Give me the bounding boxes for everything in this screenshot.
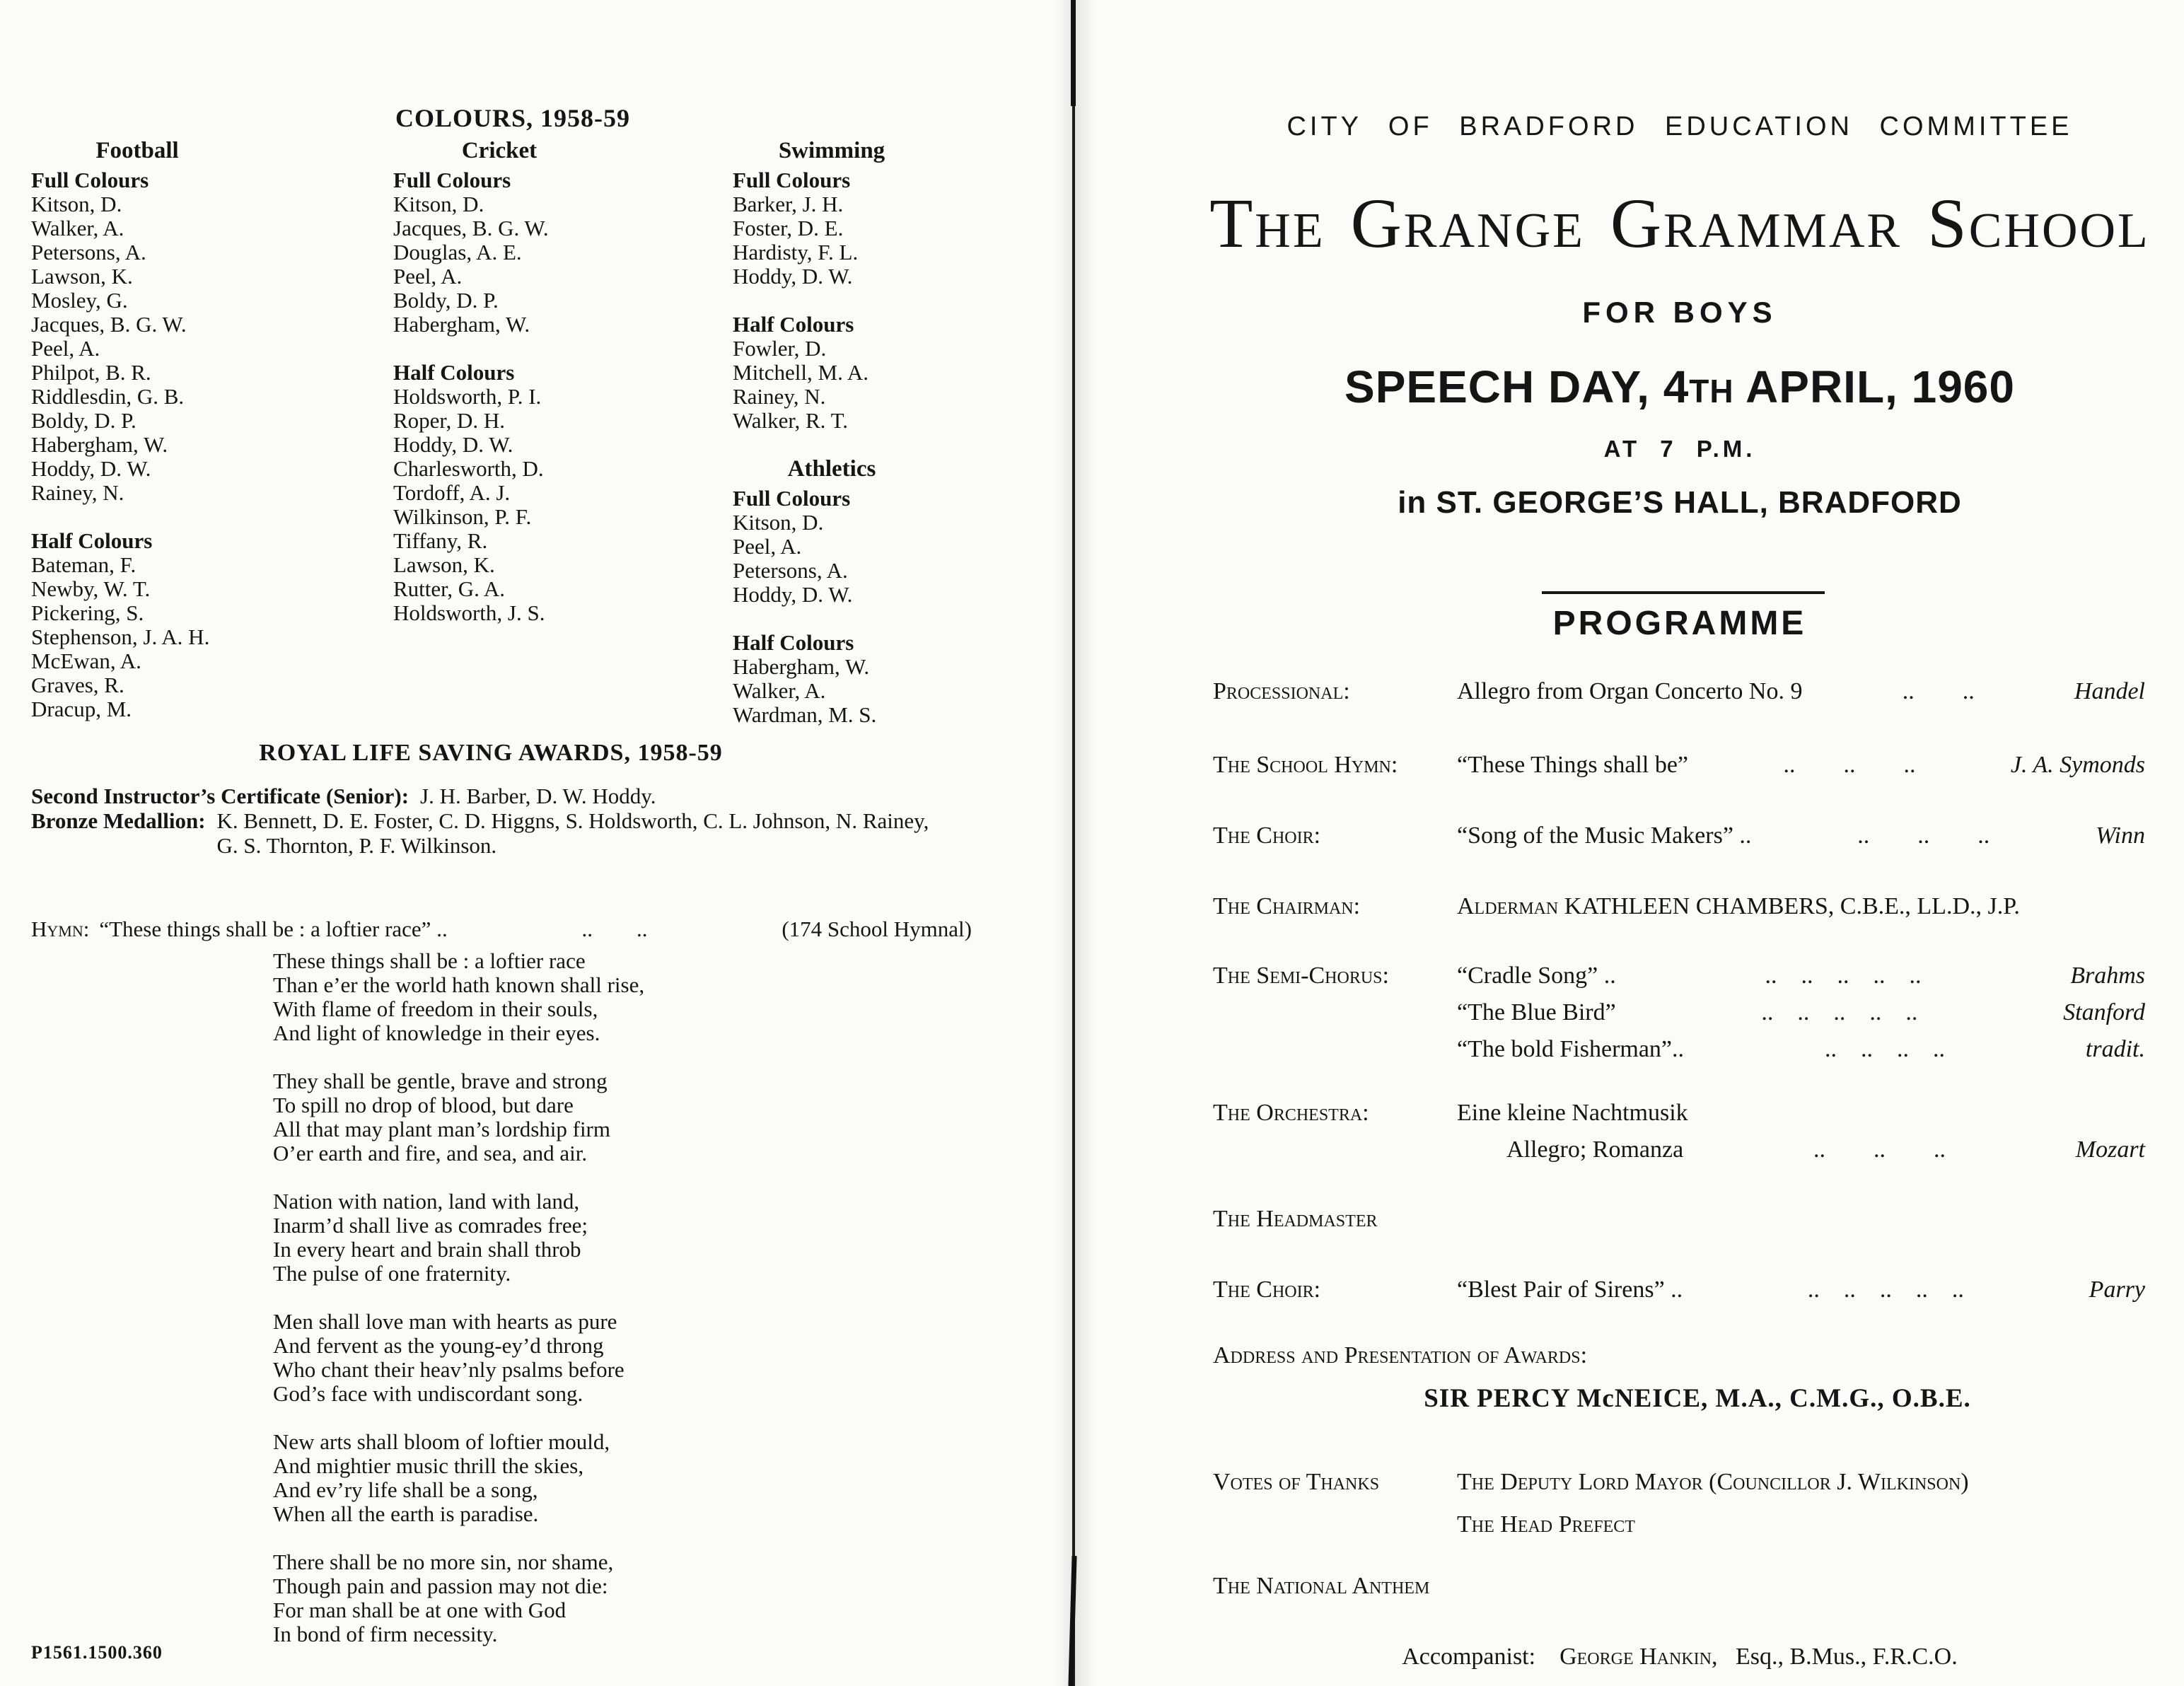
hymn-verse	[273, 1310, 644, 1406]
hymn-verses	[273, 949, 644, 1670]
dot-leader: .. .. ..	[1813, 1136, 1946, 1163]
hymn-verse-line: New arts shall bloom of loftier mould,	[273, 1429, 610, 1454]
group-heading: Full Colours	[31, 168, 149, 192]
fold-ink-bottom	[1068, 1556, 1076, 1686]
sport-title: Athletics	[787, 456, 876, 482]
name-list	[733, 511, 987, 607]
accompanist-line	[1175, 1644, 2184, 1670]
name-entry: Rainey, N.	[31, 480, 124, 505]
name-entry: Hoddy, D. W.	[733, 582, 853, 607]
sport-title: Football	[95, 138, 179, 163]
programme-lines	[1457, 673, 2145, 710]
name-entry: Bateman, F.	[31, 552, 136, 577]
name-entry: Hoddy, D. W.	[31, 456, 151, 481]
event-title-part: SPEECH DAY, 4	[1344, 361, 1690, 412]
name-entry: Rutter, G. A.	[393, 576, 506, 601]
national-anthem: The National Anthem	[1213, 1573, 1430, 1599]
dot-leader: .. ..	[581, 917, 648, 941]
programme-row-processional	[1213, 673, 2145, 710]
programme-line	[1457, 1095, 2145, 1132]
programme-lines	[1457, 1272, 2145, 1308]
hymn-verse-line: And light of knowledge in their eyes.	[273, 1021, 600, 1045]
name-entry: Tordoff, A. J.	[393, 480, 511, 505]
name-entry: Newby, W. T.	[31, 576, 151, 601]
votes-line: The Head Prefect	[1457, 1511, 1635, 1537]
hymn-verse-line: When all the earth is paradise.	[273, 1501, 539, 1526]
colours-column	[393, 139, 704, 625]
group-heading: Full Colours	[733, 168, 851, 192]
hymn-verse	[273, 1430, 644, 1526]
programme-line	[1457, 747, 2145, 784]
hymn-verse-line: To spill no drop of blood, but dare	[273, 1093, 574, 1117]
programme-lines	[1457, 818, 2145, 854]
piece-title: “Cradle Song” ..	[1457, 963, 1616, 989]
award-value: J. H. Barber, D. W. Hoddy.	[420, 784, 656, 808]
name-entry: Foster, D. E.	[733, 216, 844, 240]
hymn-verse-line: Nation with nation, land with land,	[273, 1189, 580, 1214]
name-entry: Dracup, M.	[31, 697, 132, 721]
name-entry: Lawson, K.	[31, 264, 133, 289]
event-title	[1175, 361, 2184, 413]
name-list	[31, 192, 335, 505]
award-row	[31, 784, 1021, 808]
colours-column	[31, 139, 335, 721]
programme-label: The Choir:	[1213, 822, 1321, 849]
piece-title: “Song of the Music Makers” ..	[1457, 822, 1752, 849]
composer: Parry	[2089, 1277, 2145, 1303]
programme-line	[1457, 994, 2145, 1031]
hymn-verse	[273, 1190, 644, 1286]
hymn-verse-line: And mightier music thrill the skies,	[273, 1453, 584, 1478]
dot-leader: .. .. ..	[1857, 822, 1990, 849]
dot-leader: .. .. .. .. ..	[1765, 963, 1922, 989]
programme-row-choir-2	[1213, 1272, 2145, 1308]
name-entry: Mosley, G.	[31, 288, 128, 313]
dot-leader: .. .. .. .. ..	[1807, 1277, 1964, 1303]
name-list	[393, 192, 704, 337]
name-entry: Rainey, N.	[733, 384, 826, 409]
divider-rule	[1542, 591, 1825, 594]
name-entry: Jacques, B. G. W.	[31, 312, 187, 337]
school-title: The Grange Grammar School	[1209, 184, 2150, 262]
committee-title: CITY OF BRADFORD EDUCATION COMMITTEE	[1286, 112, 2073, 141]
name-entry: Stephenson, J. A. H.	[31, 624, 210, 649]
programme-lines	[1457, 1095, 2145, 1168]
page-fold	[1055, 0, 1095, 1686]
award-label: Bronze Medallion:	[31, 808, 206, 833]
name-entry: Wilkinson, P. F.	[393, 504, 532, 529]
name-entry: Boldy, D. P.	[393, 288, 499, 313]
name-entry: Tiffany, R.	[393, 528, 488, 553]
name-entry: Graves, R.	[31, 673, 124, 697]
name-entry: McEwan, A.	[31, 649, 141, 673]
hymn-verse-line: The pulse of one fraternity.	[273, 1261, 511, 1286]
name-entry: Petersons, A.	[31, 240, 146, 264]
votes-label: Votes of Thanks	[1213, 1469, 1380, 1495]
chairman-name: Alderman KATHLEEN CHAMBERS, C.B.E., LL.D., J.P.	[1457, 893, 2020, 919]
hymn-verse-line: Than e’er the world hath known shall rise,	[273, 972, 645, 997]
programme-line	[1457, 1272, 2145, 1308]
hymn-verse-line: With flame of freedom in their souls,	[273, 996, 598, 1021]
hymn-verse-line: And ev’ry life shall be a song,	[273, 1477, 538, 1502]
votes-line: The Deputy Lord Mayor (Councillor J. Wilkinson)	[1457, 1469, 1969, 1495]
name-list	[733, 192, 987, 289]
hymn-verse-line: All that may plant man’s lordship firm	[273, 1117, 610, 1141]
piece-title: Eine kleine Nachtmusik	[1457, 1100, 1688, 1126]
programme-label: The Semi-Chorus:	[1213, 963, 1389, 989]
name-entry: Philpot, B. R.	[31, 360, 151, 385]
programme-line	[1457, 673, 2145, 710]
award-value: K. Bennett, D. E. Foster, C. D. Higgns, S. Holdsworth, C. L. Johnson, N. Rainey, G. S. Thornton, P. F. Wilkinson.	[216, 808, 929, 858]
name-entry: Kitson, D.	[31, 192, 122, 216]
event-time: AT 7 P.M.	[1603, 436, 1756, 462]
piece-title: “The Blue Bird”	[1457, 999, 1616, 1025]
name-entry: Pickering, S.	[31, 600, 144, 625]
colours-column	[733, 139, 987, 727]
name-entry: Petersons, A.	[733, 558, 848, 583]
hymn-verse-line: Inarm’d shall live as comrades free;	[273, 1213, 588, 1238]
address-heading: Address and Presentation of Awards:	[1213, 1342, 1588, 1368]
fold-line	[1072, 0, 1075, 1686]
name-entry: Barker, J. H.	[733, 192, 844, 216]
accompanist-qualifications: Esq., B.Mus., F.R.C.O.	[1736, 1644, 1958, 1670]
programme-title: PROGRAMME	[1552, 605, 1807, 642]
awards-title: ROYAL LIFE SAVING AWARDS, 1958-59	[259, 740, 723, 766]
life-saving-awards	[31, 740, 1021, 858]
hymn-label: Hymn:	[31, 917, 90, 941]
accompanist-label: Accompanist:	[1402, 1644, 1536, 1670]
name-entry: Hardisty, F. L.	[733, 240, 859, 264]
programme-row-school-hymn	[1213, 747, 2145, 784]
piece-title: “The bold Fisherman”..	[1457, 1036, 1685, 1062]
hymn-heading-line	[31, 917, 972, 942]
sport-title: Cricket	[461, 138, 538, 163]
name-entry: Lawson, K.	[393, 552, 495, 577]
programme-row-votes	[1213, 1461, 2145, 1546]
programme-line	[1457, 1031, 2145, 1068]
event-title-ordinal: TH	[1689, 373, 1734, 409]
print-code: P1561.1500.360	[31, 1642, 163, 1663]
for-boys-subtitle: FOR BOYS	[1582, 296, 1777, 329]
programme-line	[1457, 888, 2145, 925]
name-entry: Walker, R. T.	[733, 408, 848, 433]
left-page	[0, 0, 1071, 1686]
piece-title: Allegro; Romanza	[1506, 1136, 1684, 1163]
hymn-verse-line: In bond of firm necessity.	[273, 1622, 498, 1646]
programme-label: The Chairman:	[1213, 893, 1361, 919]
piece-title: “Blest Pair of Sirens” ..	[1457, 1277, 1683, 1303]
composer: Brahms	[2070, 963, 2145, 989]
composer: Mozart	[2075, 1136, 2145, 1163]
programme-label: The Orchestra:	[1213, 1100, 1369, 1126]
name-entry: Walker, A.	[733, 678, 826, 703]
group-heading: Full Colours	[733, 486, 851, 511]
programme-label: Processional:	[1213, 678, 1350, 704]
name-entry: Boldy, D. P.	[31, 408, 136, 433]
name-entry: Mitchell, M. A.	[733, 360, 869, 385]
name-entry: Holdsworth, P. I.	[393, 384, 542, 409]
name-entry: Hoddy, D. W.	[393, 432, 513, 457]
dot-leader: .. .. .. .. ..	[1761, 999, 1918, 1025]
programme-row-headmaster	[1213, 1201, 2145, 1238]
hymn-verse-line: Though pain and passion may not die:	[273, 1574, 608, 1598]
hymn-verse-line: For man shall be at one with God	[273, 1598, 567, 1622]
right-page	[1103, 0, 2184, 1686]
name-entry: Holdsworth, J. S.	[393, 600, 545, 625]
group-heading: Half Colours	[31, 528, 153, 553]
programme-lines	[1457, 958, 2145, 1068]
votes-lines	[1457, 1461, 2145, 1546]
name-entry: Charlesworth, D.	[393, 456, 544, 481]
dot-leader: .. .. ..	[1783, 752, 1916, 778]
hymn-verse	[273, 1069, 644, 1165]
programme-row-chairman	[1213, 888, 2145, 925]
name-entry: Peel, A.	[31, 336, 100, 361]
hymn-verse-line: Men shall love man with hearts as pure	[273, 1309, 617, 1334]
name-entry: Wardman, M. S.	[733, 702, 877, 727]
programme-row-semi-chorus	[1213, 958, 2145, 1068]
name-list	[31, 553, 335, 721]
composer: Handel	[2074, 678, 2145, 704]
dot-leader: .. ..	[1902, 678, 1975, 704]
hymn-verse	[273, 949, 644, 1045]
name-entry: Kitson, D.	[393, 192, 484, 216]
programme-label: The Choir:	[1213, 1277, 1321, 1303]
name-entry: Peel, A.	[733, 534, 802, 559]
hymn-verse-line: There shall be no more sin, nor shame,	[273, 1550, 614, 1574]
hymn-verse-line: Who chant their heav’nly psalms before	[273, 1357, 625, 1382]
composer: Stanford	[2063, 999, 2145, 1025]
programme-line	[1457, 958, 2145, 994]
event-title-part: APRIL, 1960	[1733, 361, 2015, 412]
name-list	[733, 337, 987, 433]
colours-title: COLOURS, 1958-59	[395, 104, 631, 132]
dot-leader: .. .. .. ..	[1824, 1036, 1945, 1062]
name-list	[393, 385, 704, 625]
hymn-verse	[273, 1550, 644, 1646]
name-entry: Walker, A.	[31, 216, 124, 240]
hymn-verse-line: They shall be gentle, brave and strong	[273, 1069, 608, 1093]
name-entry: Kitson, D.	[733, 510, 824, 535]
name-entry: Roper, D. H.	[393, 408, 506, 433]
hymn-verse-line: O’er earth and fire, and sea, and air.	[273, 1141, 588, 1165]
programme-line	[1506, 1132, 2145, 1168]
fold-ink-top	[1071, 0, 1076, 106]
programme-row-orchestra	[1213, 1095, 2145, 1168]
hymn-verse-line: These things shall be : a loftier race	[273, 948, 586, 973]
name-entry: Habergham, W.	[393, 312, 530, 337]
name-entry: Fowler, D.	[733, 336, 827, 361]
accompanist-name: George Hankin,	[1559, 1644, 1718, 1670]
name-list	[733, 655, 987, 727]
name-entry: Douglas, A. E.	[393, 240, 522, 264]
group-heading: Full Colours	[393, 168, 511, 192]
event-venue: in ST. GEORGE’S HALL, BRADFORD	[1398, 485, 1962, 520]
hymn-reference: (174 School Hymnal)	[782, 917, 972, 941]
group-heading: Half Colours	[393, 360, 515, 385]
hymn-title: “These things shall be : a loftier race” ..	[99, 917, 448, 941]
name-entry: Peel, A.	[393, 264, 463, 289]
programme-label: The School Hymn:	[1213, 752, 1398, 778]
programme-lines	[1457, 888, 2145, 925]
name-entry: Habergham, W.	[733, 654, 870, 679]
programme-row-choir-1	[1213, 818, 2145, 854]
composer: tradit.	[2085, 1036, 2145, 1062]
composer: J. A. Symonds	[2010, 752, 2145, 778]
name-entry: Jacques, B. G. W.	[393, 216, 549, 240]
sport-title: Swimming	[778, 138, 885, 163]
piece-title: Allegro from Organ Concerto No. 9	[1457, 678, 1803, 704]
hymn-verse-line: And fervent as the young-ey’d throng	[273, 1333, 604, 1358]
group-heading: Half Colours	[733, 312, 854, 337]
name-entry: Habergham, W.	[31, 432, 168, 457]
award-label: Second Instructor’s Certificate (Senior):	[31, 784, 410, 808]
name-entry: Hoddy, D. W.	[733, 264, 853, 289]
award-row	[31, 808, 1021, 858]
name-entry: Riddlesdin, G. B.	[31, 384, 185, 409]
hymn-verse-line: God’s face with undiscordant song.	[273, 1381, 583, 1406]
composer: Winn	[2096, 822, 2145, 849]
group-heading: Half Colours	[733, 630, 854, 655]
programme-label: The Headmaster	[1213, 1206, 1378, 1232]
piece-title: “These Things shall be”	[1457, 752, 1689, 778]
programme-lines	[1457, 747, 2145, 784]
hymn-verse-line: In every heart and brain shall throb	[273, 1237, 581, 1262]
programme-line	[1457, 818, 2145, 854]
address-speaker-name: SIR PERCY McNEICE, M.A., C.M.G., O.B.E.	[1424, 1384, 1971, 1413]
